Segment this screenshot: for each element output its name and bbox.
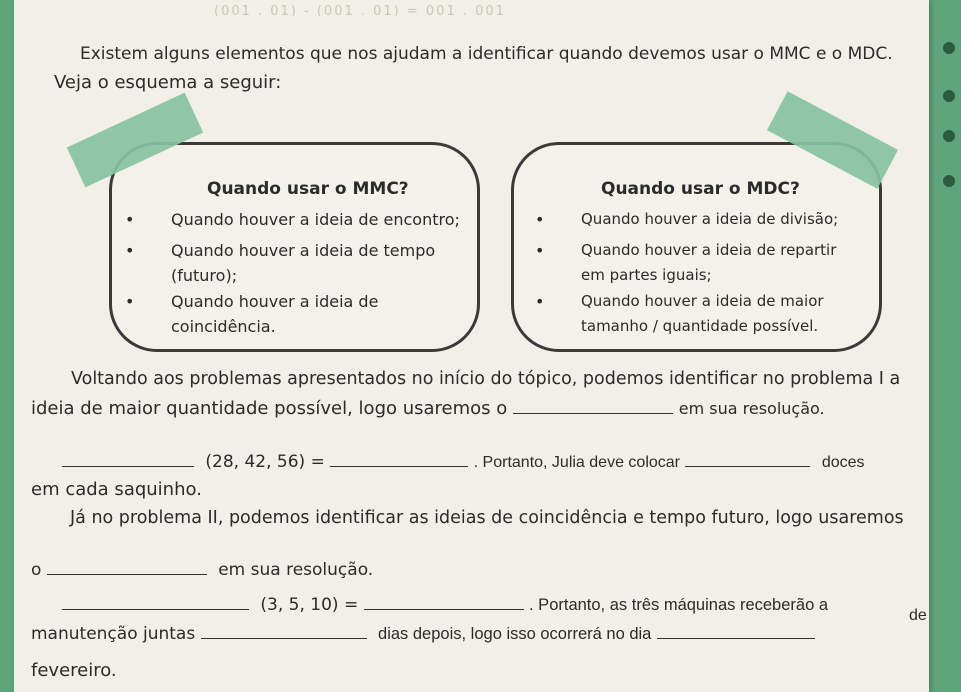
answer-blank-operation-2[interactable] — [62, 593, 249, 610]
problem1-line3-mid: . Portanto, Julia deve colocar — [473, 454, 680, 471]
answer-blank-method-1[interactable] — [513, 397, 673, 414]
answer-blank-method-2[interactable] — [47, 558, 207, 575]
problem2-line2-after: em sua resolução. — [218, 560, 374, 580]
mdc-box-title: Quando usar o MDC? — [601, 179, 800, 199]
intro-line-2: Veja o esquema a seguir: — [54, 72, 282, 93]
worksheet-page — [14, 0, 929, 692]
problem1-line-1: Voltando aos problemas apresentados no início do tópico, podemos identificar no problema I a — [71, 369, 901, 389]
mdc-item-2: • Quando houver a ideia de repartir em partes iguais; — [581, 238, 846, 288]
problem2-line-4 — [31, 622, 815, 644]
mdc-box — [511, 142, 882, 352]
binder-hole — [943, 130, 955, 142]
answer-blank-result-2[interactable] — [364, 593, 524, 610]
binder-edge — [929, 0, 961, 692]
bleed-through-text: (001 . 01) - (001 . 01) = 001 . 001 — [214, 4, 506, 16]
mmc-item-2: • Quando houver a ideia de tempo (futuro); — [171, 238, 441, 288]
mmc-box — [109, 142, 480, 352]
mmc-item-3: • Quando houver a ideia de coincidência. — [171, 289, 391, 339]
mdc-item-1: • Quando houver a ideia de divisão; — [581, 207, 871, 232]
mmc-box-title: Quando usar o MMC? — [207, 179, 409, 199]
problem2-line3-end: de — [909, 607, 927, 624]
binder-hole — [943, 42, 955, 54]
intro-line-1: Existem alguns elementos que nos ajudam a identificar quando devemos usar o MMC e o MDC. — [80, 44, 893, 64]
problem1-line-2 — [31, 397, 825, 419]
answer-blank-days[interactable] — [201, 622, 367, 639]
answer-blank-candies[interactable] — [685, 450, 810, 467]
problem1-line-4: em cada saquinho. — [31, 479, 202, 500]
problem2-line4-mid: dias depois, logo isso ocorrerá no dia — [378, 625, 652, 643]
binder-hole — [943, 90, 955, 102]
problem2-line3-after: . Portanto, as três máquinas receberão a — [529, 596, 829, 614]
mmc-item-1: • Quando houver a ideia de encontro; — [171, 207, 461, 232]
problem2-line-5: fevereiro. — [31, 660, 117, 681]
binder-hole — [943, 175, 955, 187]
answer-blank-date[interactable] — [657, 622, 815, 639]
problem2-line-2 — [31, 558, 373, 580]
problem2-line2-before: o — [31, 560, 42, 580]
problem1-line-3 — [62, 450, 865, 472]
problem1-line2-before: ideia de maior quantidade possível, logo usaremos o — [31, 398, 508, 419]
problem2-line-3 — [62, 593, 828, 615]
problem2-calc: (3, 5, 10) = — [260, 595, 359, 615]
answer-blank-result-1[interactable] — [330, 450, 468, 467]
problem2-line4-before: manutenção juntas — [31, 624, 196, 644]
answer-blank-operation-1[interactable] — [62, 450, 194, 467]
problem1-line2-after: em sua resolução. — [678, 399, 825, 418]
mdc-item-3: • Quando houver a ideia de maior tamanho / quantidade possível. — [581, 289, 841, 339]
problem1-calc: (28, 42, 56) = — [205, 452, 325, 472]
problem2-line-1: Já no problema II, podemos identificar as ideias de coincidência e tempo futuro, logo usaremos — [70, 508, 904, 528]
problem1-line3-end: doces — [821, 454, 865, 471]
